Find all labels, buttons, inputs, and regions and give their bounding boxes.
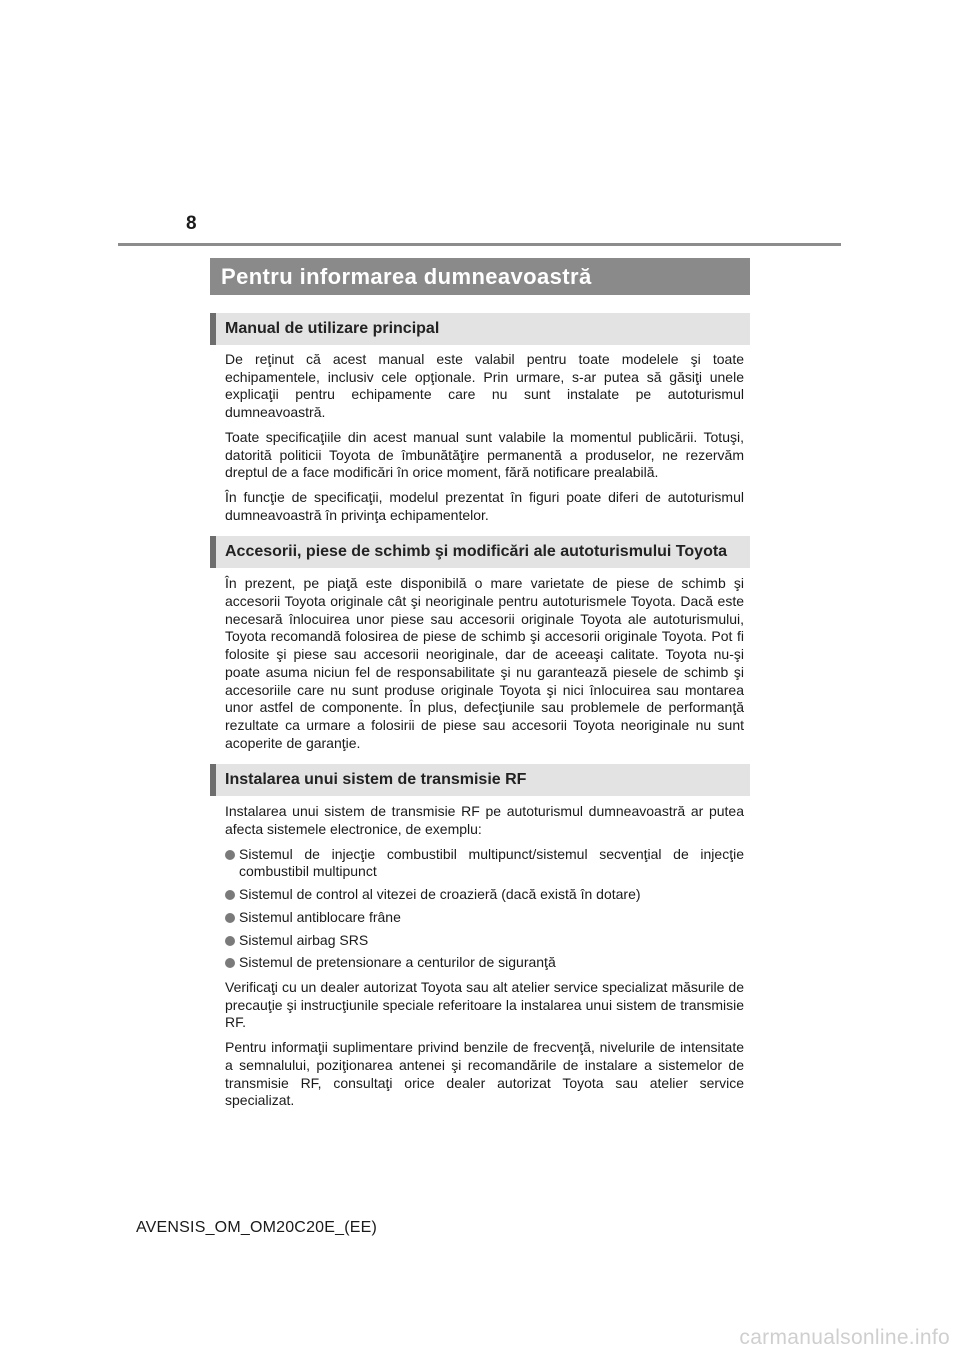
paragraph: De reţinut că acest manual este valabil pentru toate modelele şi toate echipamentele, inclusiv cele opţionale. Prin urmare, s-ar putea să găsiţi unele explicaţii pentru echipamente care nu sunt instalate pe autoturismul dumneavoastră. [225, 351, 744, 421]
list-item: Sistemul de injecţie combustibil multipunct/sistemul secvenţial de injecţie combustibil multipunct [210, 846, 750, 881]
section-heading-accessories: Accesorii, piese de schimb şi modificări ale autoturismului Toyota [210, 536, 750, 568]
page-number: 8 [186, 213, 197, 234]
section-heading-manual: Manual de utilizare principal [210, 313, 750, 345]
section-body-manual [210, 351, 750, 524]
list-item: Sistemul airbag SRS [210, 932, 750, 950]
list-item: Sistemul antiblocare frâne [210, 909, 750, 927]
paragraph: Pentru informaţii suplimentare privind benzile de frecvenţă, nivelurile de intensitate a semnalului, poziţionarea antenei şi recomandările de instalare a sistemelor de transmisie RF, consultaţi orice dealer autorizat Toyota sau atelier service specializat. [225, 1039, 744, 1109]
paragraph: În prezent, pe piaţă este disponibilă o mare varietate de piese de schimb şi accesorii Toyota originale cât şi neoriginale pentru autoturismele Toyota. Dacă este necesară înlocuirea unor piese sau accesorii originale Toyota ale autoturismului, Toyota recomandă folosirea de piese de schimb şi accesorii originale Toyota. Pot fi folosite şi piese sau accesorii neoriginale, dar de aceeaşi calitate. Toyota nu-şi poate asuma niciun fel de responsabilitate şi nu garantează piesele de schimb şi accesoriile care nu sunt produse originale Toyota şi nici înlocuirea sau montarea unor astfel de componente. În plus, defecţiunile sau problemele de performanţă rezultate ca urmare a folosirii de piese sau accesorii Toyota neoriginale nu sunt acoperite de garanţie. [225, 575, 744, 751]
header-rule [118, 243, 841, 246]
watermark: carmanualsonline.info [739, 1326, 950, 1349]
list-item: Sistemul de pretensionare a centurilor de siguranţă [210, 954, 750, 972]
bullet-icon [225, 913, 235, 923]
paragraph: În funcţie de specificaţii, modelul prezentat în figuri poate diferi de autoturismul dumneavoastră în privinţa echipamentelor. [225, 488, 744, 523]
section-body-accessories [210, 575, 750, 752]
bullet-icon [225, 890, 235, 900]
paragraph-intro: Instalarea unui sistem de transmisie RF pe autoturismul dumneavoastră ar putea afecta sistemele electronice, de exemplu: [225, 803, 744, 838]
bullet-icon [225, 936, 235, 946]
section-body-rf [210, 803, 750, 1110]
bullet-icon [225, 958, 235, 968]
page-content [210, 258, 750, 1110]
section-heading-rf: Instalarea unui sistem de transmisie RF [210, 764, 750, 796]
document-code: AVENSIS_OM_OM20C20E_(EE) [136, 1219, 378, 1236]
paragraph: Verificaţi cu un dealer autorizat Toyota sau alt atelier service specializat măsurile de precauţie şi instrucţiunile speciale referitoare la instalarea unui sistem de transmisie RF. [225, 978, 744, 1031]
list-item: Sistemul de control al vitezei de croazieră (dacă există în dotare) [210, 886, 750, 904]
affected-systems-list [210, 846, 750, 972]
paragraph: Toate specificaţiile din acest manual sunt valabile la momentul publicării. Totuşi, datorită politicii Toyota de îmbunătăţire permanentă a produselor, ne rezervăm dreptul de a face modificări în orice moment, fără notificare prealabilă. [225, 428, 744, 481]
bullet-icon [225, 850, 235, 860]
page-title: Pentru informarea dumneavoastră [210, 258, 750, 295]
